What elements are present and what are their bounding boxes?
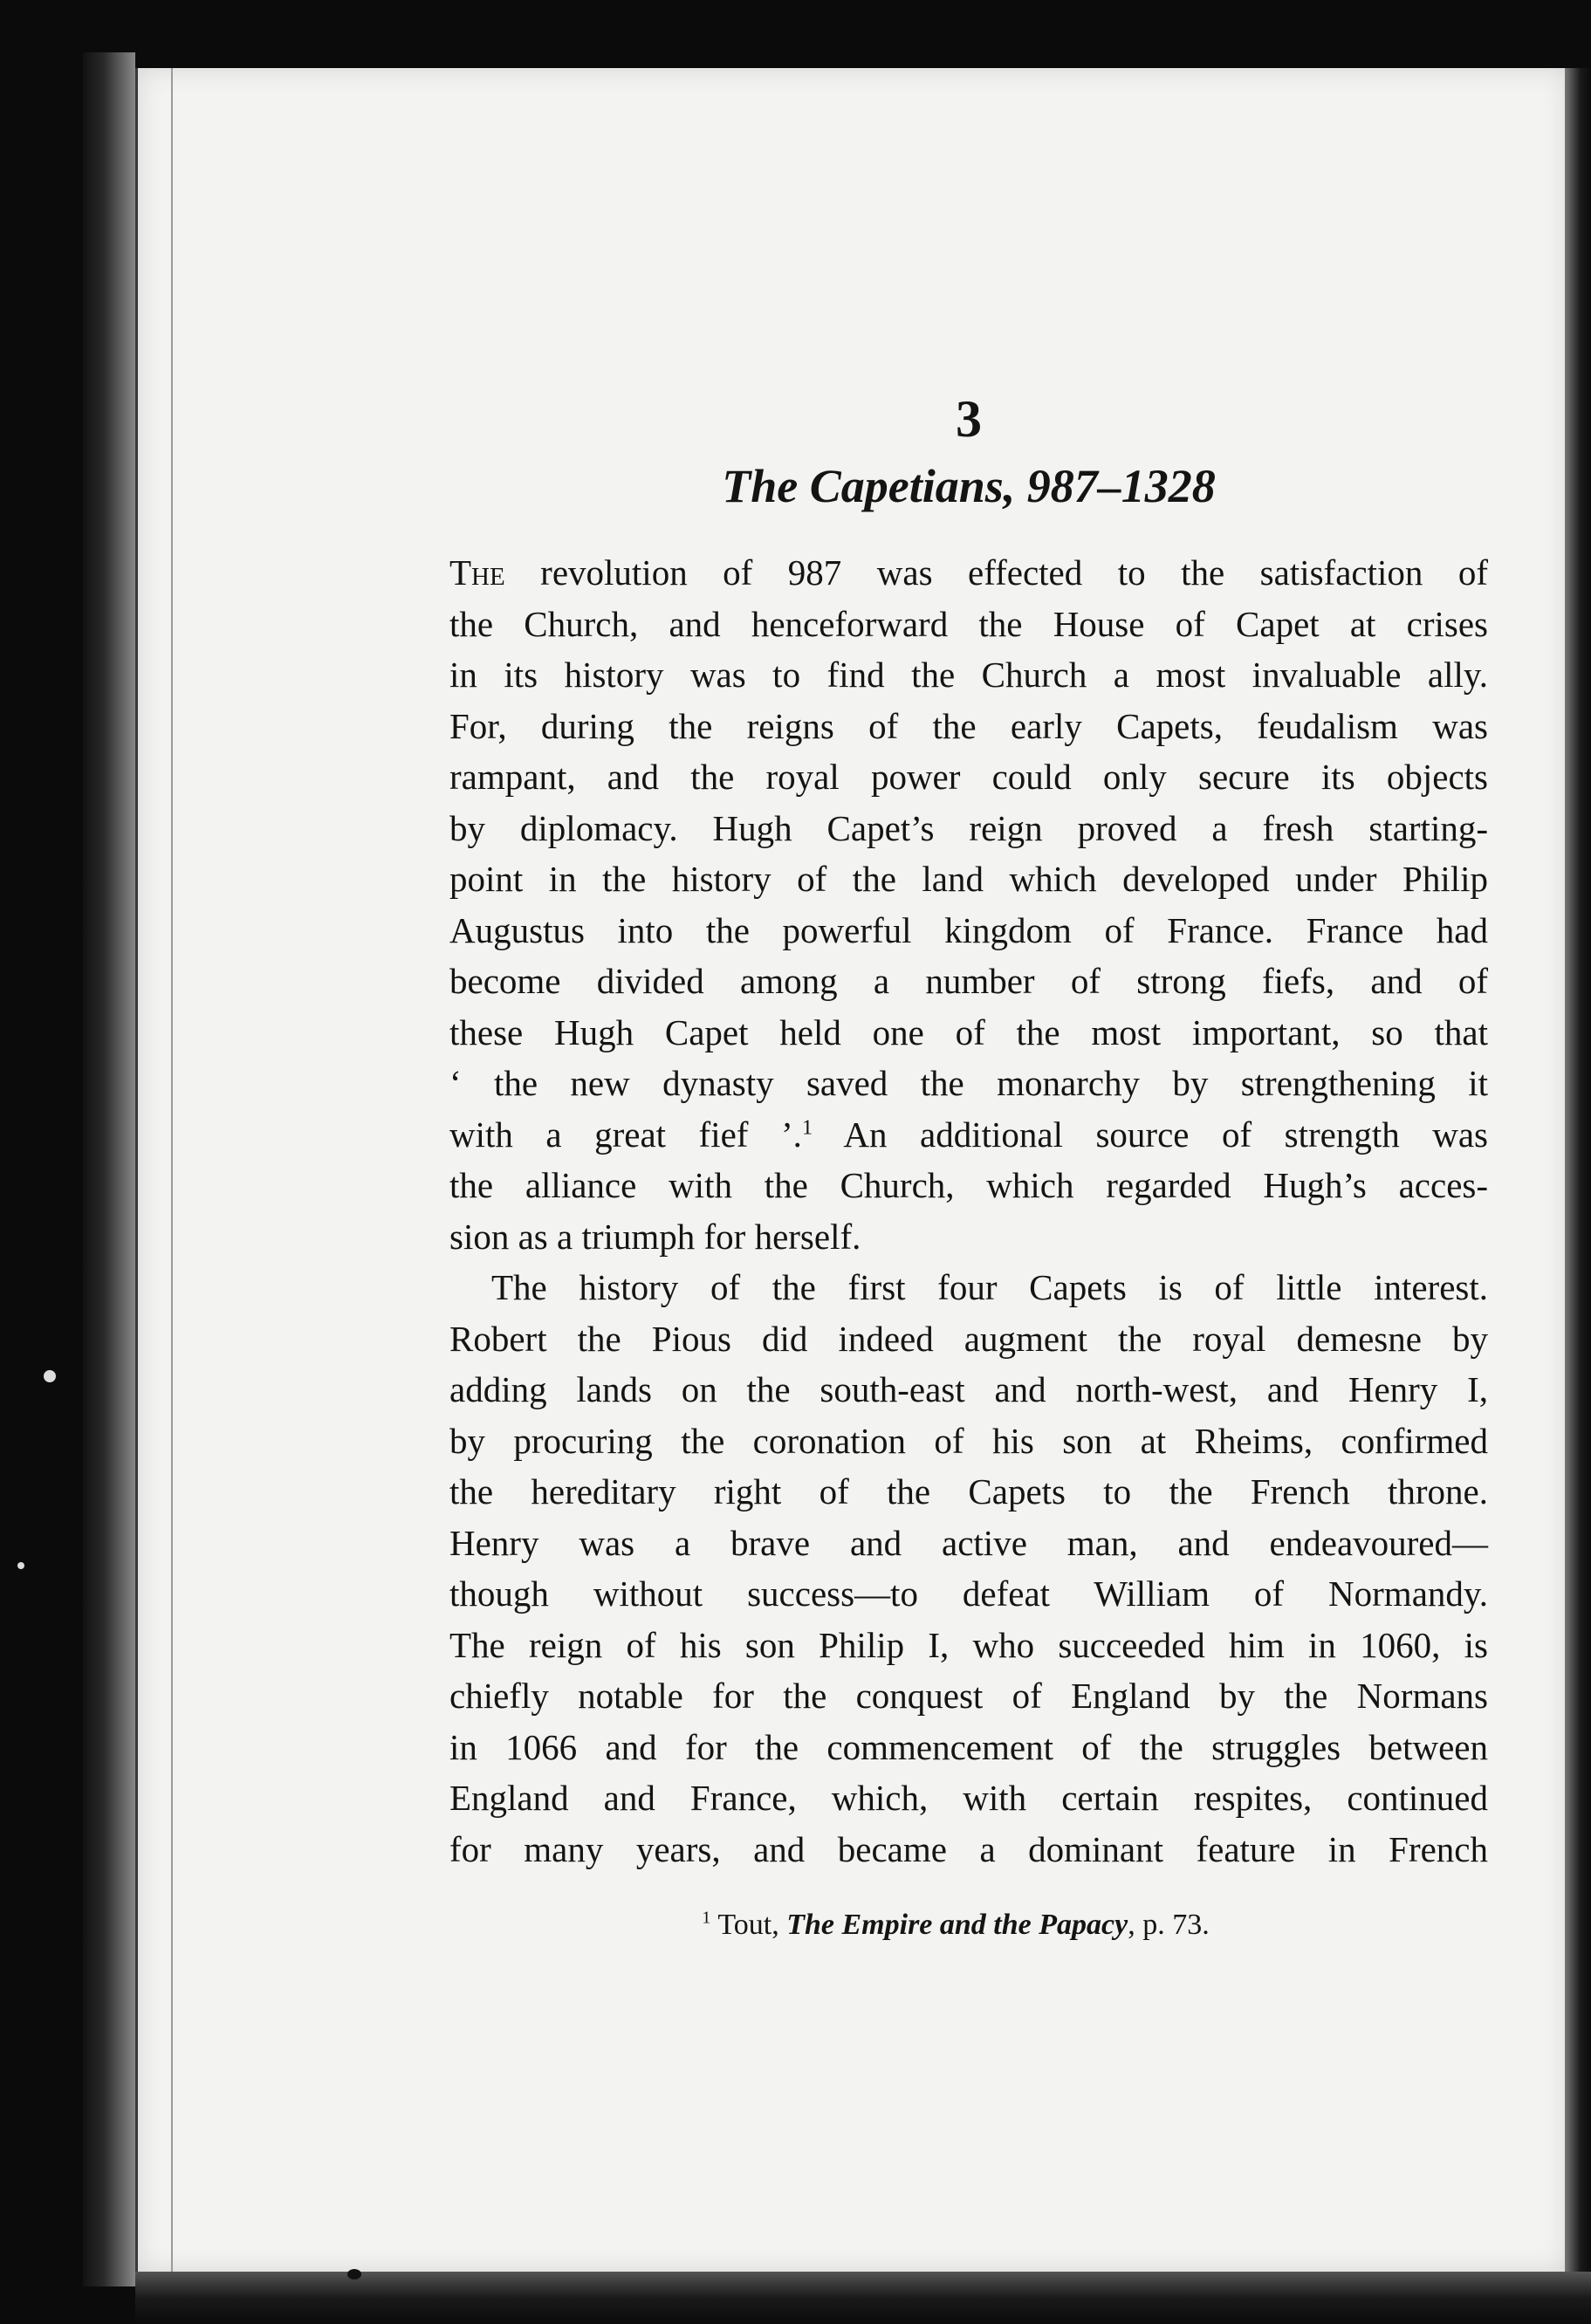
text-line: sion as a triumph for herself. [449,1216,861,1257]
text-line: ‘ the new dynasty saved the monarchy by strengthening it [449,1063,1488,1104]
text-line: rampant, and the royal power could only secure its objects [449,757,1488,798]
text-line: the Church, and henceforward the House of Capet at crises [449,603,1488,644]
page-bottom-edge [135,2272,1591,2324]
text-line: Henry was a brave and active man, and endeavoured— [449,1522,1488,1563]
text-line: by diplomacy. Hugh Capet’s reign proved a fresh starting- [449,807,1488,848]
chapter-title: The Capetians, 987–1328 [722,460,1216,512]
footnote-work-title: The Empire and the Papacy [786,1909,1128,1942]
text-line: Robert the Pious did indeed augment the royal demesne by [449,1318,1488,1359]
footnote-marker: 1 [702,1909,711,1929]
paragraph-1 [449,547,1488,1262]
text-line: though without success—to defeat William of Normandy. [449,1573,1488,1614]
footnote-page: , p. 73. [1128,1909,1210,1942]
footnote-author: Tout, [717,1909,787,1942]
text-line: in its history was to find the Church a most invaluable ally. [449,655,1488,696]
paragraph-2 [449,1262,1488,1875]
text-line: by procuring the coronation of his son at Rheims, confirmed [449,1420,1488,1461]
text-line: Augustus into the powerful kingdom of France. France had [449,909,1488,950]
text-line: chiefly notable for the conquest of England by the Normans [449,1676,1488,1717]
scan-speck [44,1370,56,1382]
footnote [449,1908,1488,1944]
page-right-edge [1565,68,1591,2285]
opening-word: The [449,552,505,593]
scan-speck [347,2269,361,2279]
footnote-reference: 1 [801,1115,813,1140]
text-line: for many years, and became a dominant feature in French [449,1828,1488,1869]
text-line: adding lands on the south-east and north-west, and Henry I, [449,1369,1488,1410]
scan-speck [17,1562,24,1569]
chapter-number: 3 [956,390,982,448]
text-line: in 1066 and for the commencement of the struggles between [449,1726,1488,1767]
text-line: these Hugh Capet held one of the most important, so that [449,1011,1488,1052]
page-content [449,367,1488,1944]
text-line: England and France, which, with certain respites, continued [449,1778,1488,1819]
text-line: become divided among a number of strong fiefs, and of [449,961,1488,1002]
book-gutter [83,52,135,2286]
text-line: The history of the first four Capets is of little interest. [491,1267,1488,1308]
text-line: with a great fief ’.$^1$ An additional source of strength was [449,1114,1488,1155]
text-line: the alliance with the Church, which regarded Hugh’s acces- [449,1165,1488,1206]
text-line: point in the history of the land which developed under Philip [449,859,1488,900]
text-line: The reign of his son Philip I, who succeeded him in 1060, is [449,1624,1488,1665]
text-line: The revolution of 987 was effected to the satisfaction of [449,552,1488,593]
text-line: the hereditary right of the Capets to the French throne. [449,1471,1488,1512]
text-line: For, during the reigns of the early Capets, feudalism was [449,705,1488,746]
